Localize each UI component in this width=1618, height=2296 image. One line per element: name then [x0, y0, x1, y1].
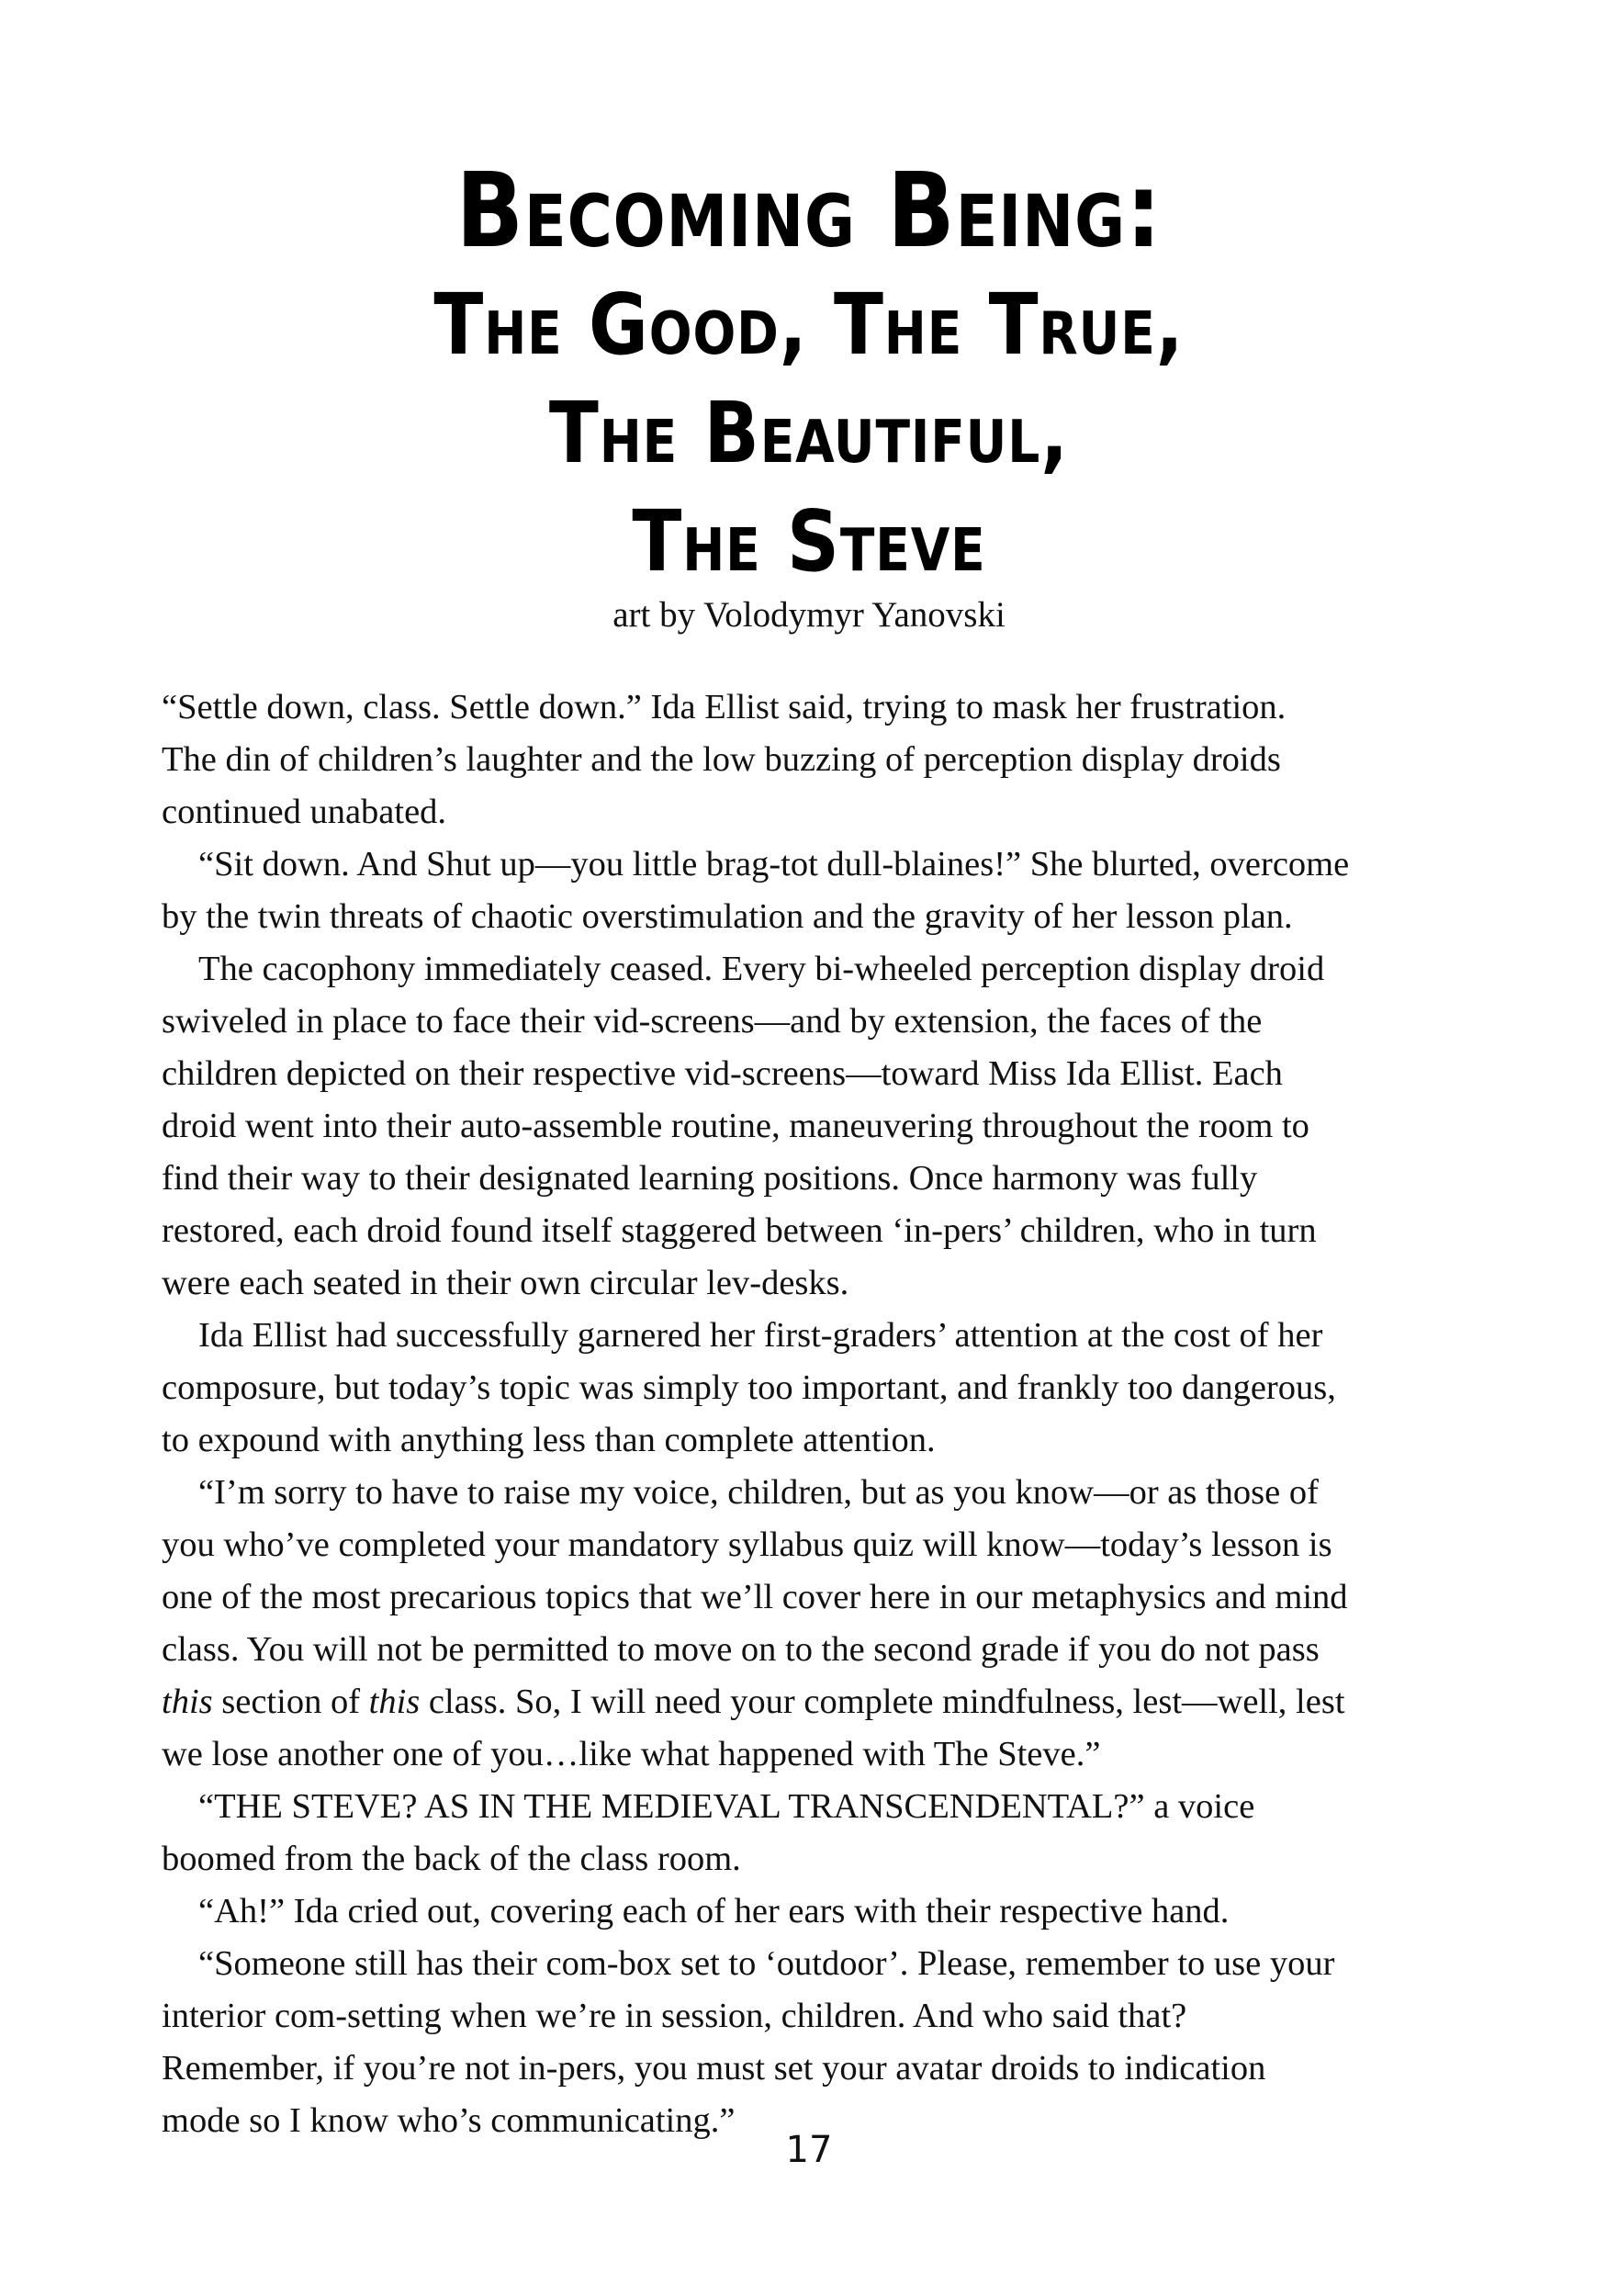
- title-line-4: The Steve: [632, 492, 986, 591]
- text-line: droid went into their auto-assemble routine, maneuvering throughout the room to: [162, 1107, 1309, 1145]
- text-line: “Sit down. And Shut up—you little brag-tot dull-blaines!” She blurted, overcome: [198, 845, 1350, 884]
- text-span: section of: [212, 1683, 369, 1721]
- text-line: “Settle down, class. Settle down.” Ida Ellist said, trying to mask her frustration.: [162, 688, 1287, 726]
- text-line: mode so I know who’s communicating.”: [162, 2101, 736, 2140]
- art-credit: art by Volodymyr Yanovski: [612, 595, 1006, 635]
- text-line: “Someone still has their com-box set to ‘outdoor’. Please, remember to use your: [198, 1944, 1335, 1983]
- text-line: swiveled in place to face their vid-screens—and by extension, the faces of the: [162, 1002, 1263, 1041]
- text-line: The cacophony immediately ceased. Every bi-wheeled perception display droid: [198, 950, 1325, 988]
- text-line: children depicted on their respective vid-screens—toward Miss Ida Ellist. Each: [162, 1054, 1283, 1093]
- text-span: class. So, I will need your complete mindfulness, lest—well, lest: [420, 1683, 1345, 1721]
- title-block: [0, 152, 1618, 636]
- text-line: continued unabated.: [162, 793, 447, 831]
- text-line: you who’ve completed your mandatory syllabus quiz will know—today’s lesson is: [162, 1525, 1332, 1564]
- text-line: boomed from the back of the class room.: [162, 1840, 741, 1878]
- text-line: “I’m sorry to have to raise my voice, children, but as you know—or as those of: [198, 1473, 1319, 1512]
- text-line: interior com-setting when we’re in session, children. And who said that?: [162, 1997, 1187, 2035]
- text-line: Ida Ellist had successfully garnered her first-graders’ attention at the cost of her: [198, 1316, 1323, 1355]
- text-line: class. You will not be permitted to move on to the second grade if you do not pass: [162, 1630, 1320, 1669]
- text-line: The din of children’s laughter and the low buzzing of perception display droids: [162, 740, 1281, 779]
- text-line: restored, each droid found itself staggered between ‘in-pers’ children, who in turn: [162, 1211, 1317, 1250]
- text-line: “Ah!” Ida cried out, covering each of her ears with their respective hand.: [198, 1892, 1230, 1930]
- text-line: find their way to their designated learning positions. Once harmony was fully: [162, 1159, 1258, 1198]
- text-line: by the twin threats of chaotic overstimulation and the gravity of her lesson plan.: [162, 897, 1293, 936]
- text-line: composure, but today’s topic was simply too important, and frankly too dangerous,: [162, 1368, 1336, 1407]
- text-line: to expound with anything less than complete attention.: [162, 1421, 936, 1459]
- title-line-2: The Good, The True,: [433, 276, 1185, 374]
- emphasis: this: [162, 1683, 213, 1721]
- text-line: Remember, if you’re not in-pers, you must set your avatar droids to indication: [162, 2049, 1266, 2088]
- text-line: “THE STEVE? AS IN THE MEDIEVAL TRANSCENDENTAL?” a voice: [198, 1787, 1255, 1826]
- title-line-3: The Beautiful,: [548, 384, 1070, 482]
- text-line: [162, 1676, 1466, 1728]
- text-line: were each seated in their own circular lev-desks.: [162, 1264, 849, 1302]
- text-line: we lose another one of you…like what happened with The Steve.”: [162, 1735, 1101, 1773]
- page-number: 17: [785, 2129, 833, 2171]
- story-text: [162, 681, 1466, 2147]
- emphasis: this: [368, 1683, 421, 1721]
- title-line-1: Becoming Being:: [455, 152, 1163, 271]
- text-line: one of the most precarious topics that we’ll cover here in our metaphysics and mind: [162, 1578, 1348, 1616]
